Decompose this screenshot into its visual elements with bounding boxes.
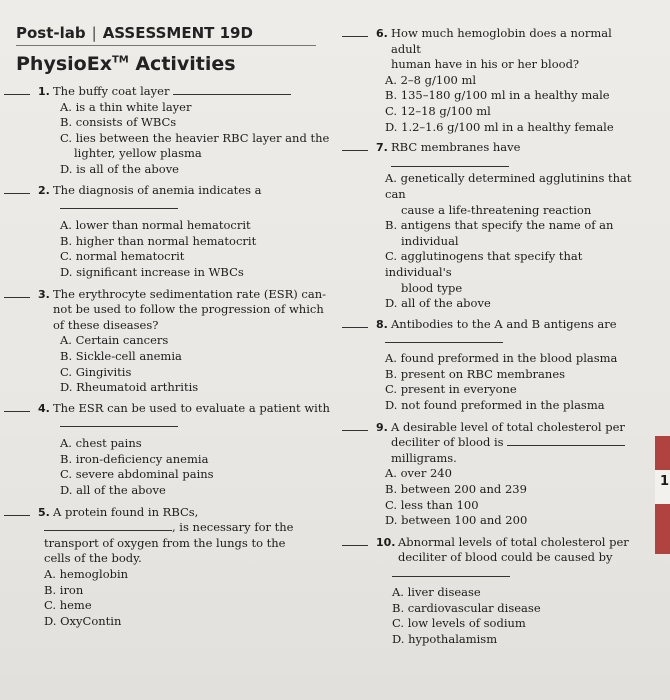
option: A. over 240	[385, 466, 452, 481]
question-1	[4, 84, 330, 178]
header-assessment: ASSESSMENT 19D	[102, 24, 253, 42]
option: D. between 100 and 200	[385, 513, 528, 528]
answer-blank[interactable]	[342, 535, 368, 546]
fill-blank[interactable]	[507, 436, 625, 446]
option: C. agglutinogens that specify that individual's	[385, 249, 583, 279]
fill-blank[interactable]	[44, 521, 172, 531]
question-number: 8.	[376, 317, 388, 331]
option: B. 135–180 g/100 ml in a healthy male	[385, 88, 610, 103]
question-10	[342, 535, 642, 648]
answer-blank[interactable]	[4, 287, 30, 298]
answer-blank[interactable]	[4, 401, 30, 412]
option: D. OxyContin	[44, 613, 122, 628]
chapter-tab-number: 1	[659, 474, 669, 489]
option: B. antigens that specify the name of an	[385, 218, 614, 233]
option: B. iron	[44, 582, 84, 597]
question-text: A protein found in RBCs,	[53, 504, 199, 519]
option: C. lies between the heavier RBC layer and the	[60, 130, 330, 145]
question-7	[342, 140, 642, 312]
question-number: 10.	[376, 535, 396, 549]
right-column	[342, 26, 642, 647]
fill-blank[interactable]	[173, 85, 291, 95]
fill-blank[interactable]	[392, 567, 510, 577]
question-text: Abnormal levels of total cholesterol per	[398, 534, 629, 549]
question-text: transport of oxygen from the lungs to the	[44, 535, 286, 550]
fill-blank[interactable]	[60, 199, 178, 209]
question-text: not be used to follow the progression of which	[53, 302, 324, 317]
question-text: deciliter of blood is	[391, 435, 504, 450]
option: C. low levels of sodium	[392, 616, 526, 631]
question-text: How much hemoglobin does a normal adult	[391, 26, 612, 56]
question-number: 6.	[376, 27, 388, 40]
left-column	[30, 84, 330, 629]
option: A. chest pains	[60, 436, 142, 451]
question-text: human have in his or her blood?	[391, 57, 580, 72]
question-text: The ESR can be used to evaluate a patient with	[53, 400, 330, 415]
question-text: deciliter of blood could be caused by	[398, 550, 613, 565]
question-number: 7.	[376, 141, 388, 155]
option-continued: individual	[401, 233, 459, 248]
option: A. liver disease	[392, 585, 481, 599]
title-rest: Activities	[128, 53, 236, 75]
option: D. hypothalamism	[392, 631, 498, 646]
answer-blank[interactable]	[342, 26, 368, 37]
fill-blank[interactable]	[60, 417, 178, 427]
question-2	[4, 183, 330, 281]
option: D. is all of the above	[60, 161, 179, 176]
option: D. Rheumatoid arthritis	[60, 380, 199, 395]
question-number: 3.	[38, 287, 50, 301]
question-text: milligrams.	[391, 450, 457, 465]
question-text: The buffy coat layer	[53, 84, 170, 98]
option: B. consists of WBCs	[60, 115, 177, 130]
option: C. Gingivitis	[60, 364, 132, 379]
option: C. less than 100	[385, 497, 479, 512]
option: B. present on RBC membranes	[385, 366, 566, 381]
option: B. between 200 and 239	[385, 482, 527, 497]
option: B. iron-deficiency anemia	[60, 451, 209, 466]
option: A. genetically determined agglutinins that can	[385, 171, 632, 201]
question-text: cells of the body.	[44, 551, 142, 566]
option: A. 2–8 g/100 ml	[385, 72, 477, 87]
option: D. significant increase in WBCs	[60, 264, 244, 279]
option: C. severe abdominal pains	[60, 467, 214, 482]
question-number: 1.	[38, 85, 50, 98]
answer-blank[interactable]	[342, 140, 368, 151]
question-9	[342, 420, 642, 529]
question-text: Antibodies to the A and B antigens are	[391, 316, 617, 331]
option: A. is a thin white layer	[60, 99, 192, 114]
option: D. 1.2–1.6 g/100 ml in a healthy female	[385, 119, 614, 134]
answer-blank[interactable]	[4, 84, 30, 95]
option: C. 12–18 g/100 ml	[385, 103, 491, 118]
answer-blank[interactable]	[342, 420, 368, 431]
question-number: 9.	[376, 420, 388, 434]
title-main: PhysioEx	[16, 53, 112, 75]
question-6	[342, 26, 642, 135]
question-text: The diagnosis of anemia indicates a	[53, 182, 262, 197]
question-text: RBC membranes have	[391, 140, 521, 155]
option: A. Certain cancers	[60, 333, 169, 348]
answer-blank[interactable]	[342, 317, 368, 328]
fill-blank[interactable]	[385, 333, 503, 343]
option: D. all of the above	[385, 296, 491, 311]
option: D. all of the above	[60, 483, 166, 498]
question-text: of these diseases?	[53, 317, 159, 332]
header-rule	[16, 45, 316, 46]
fill-blank[interactable]	[391, 157, 509, 167]
question-text: , is necessary for the	[172, 520, 294, 535]
option-continued: cause a life-threatening reaction	[401, 202, 592, 217]
option: A. hemoglobin	[44, 567, 129, 582]
option-continued: lighter, yellow plasma	[74, 146, 202, 161]
option: C. present in everyone	[385, 382, 517, 397]
question-8	[342, 317, 642, 414]
question-5	[4, 505, 330, 630]
option: A. found preformed in the blood plasma	[385, 351, 618, 366]
title-tm: TM	[111, 54, 129, 66]
option: D. not found preformed in the plasma	[385, 398, 605, 413]
question-number: 5.	[38, 505, 50, 519]
option: A. lower than normal hematocrit	[60, 218, 251, 233]
assessment-header: Post-lab | ASSESSMENT 19D	[16, 24, 253, 42]
question-4	[4, 401, 330, 499]
option: C. normal hematocrit	[60, 249, 185, 264]
question-text: The erythrocyte sedimentation rate (ESR) can-	[53, 286, 327, 301]
answer-blank[interactable]	[4, 183, 30, 194]
answer-blank[interactable]	[4, 505, 30, 516]
option: B. Sickle-cell anemia	[60, 348, 182, 363]
option: C. heme	[44, 598, 92, 613]
header-label: Post-lab	[16, 24, 86, 42]
question-number: 4.	[38, 401, 50, 415]
option-continued: blood type	[401, 280, 463, 295]
question-text: A desirable level of total cholesterol per	[391, 419, 625, 434]
question-3	[4, 287, 330, 396]
option: B. cardiovascular disease	[392, 600, 541, 615]
question-number: 2.	[38, 183, 50, 197]
page-title	[16, 53, 236, 75]
option: B. higher than normal hematocrit	[60, 233, 257, 248]
